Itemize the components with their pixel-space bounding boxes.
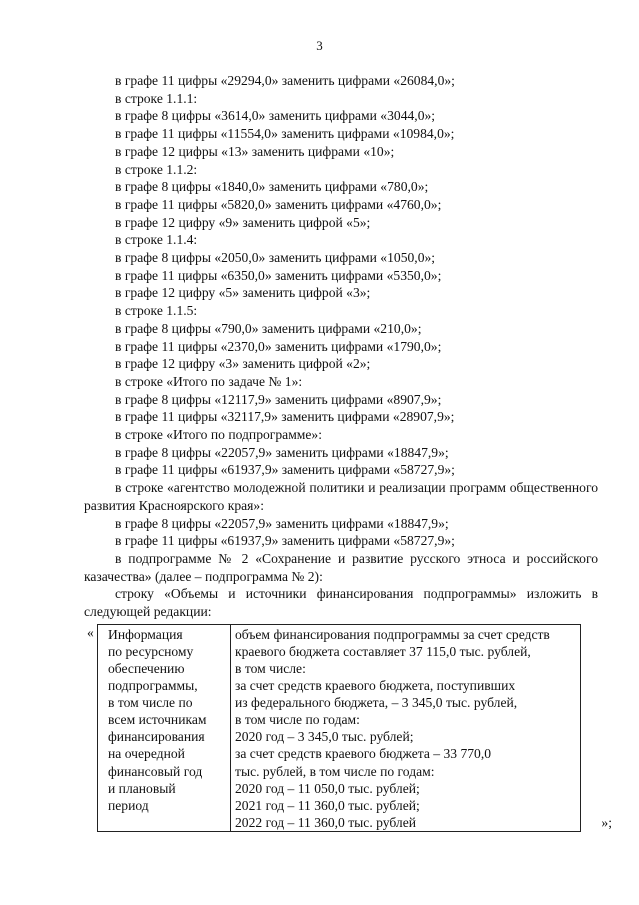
amendment-line: в графе 12 цифру «9» заменить цифрой «5»; — [115, 214, 371, 230]
opening-quote: « — [87, 624, 94, 640]
amendment-list-2 — [84, 515, 598, 550]
cell-line: всем источникам — [108, 712, 207, 728]
amendment-line: в графе 8 цифры «1840,0» заменить цифрами «780,0»; — [115, 179, 429, 195]
cell-line: финансовый год — [108, 763, 203, 779]
amendment-line: в графе 11 цифры «61937,9» заменить цифрами «58727,9»; — [115, 533, 455, 549]
cell-line: в том числе по годам: — [235, 712, 360, 728]
amendment-line: в графе 11 цифры «29294,0» заменить цифрами «26084,0»; — [115, 73, 455, 88]
financing-table — [97, 624, 581, 832]
amendment-line: в графе 12 цифру «5» заменить цифрой «3»; — [115, 285, 371, 301]
cell-line: 2020 год – 3 345,0 тыс. рублей; — [235, 729, 414, 745]
closing-quote: »; — [601, 814, 612, 830]
cell-line: Информация — [108, 626, 183, 642]
financing-table-block — [84, 624, 612, 832]
table-cell-label — [98, 624, 231, 831]
cell-line: и плановый — [108, 780, 176, 796]
paragraph-agency: в строке «агентство молодежной политики и реализации программ общественного развития Красноярского края»: — [84, 480, 598, 513]
page-number: 3 — [316, 38, 323, 53]
cell-line: в том числе: — [235, 660, 306, 676]
cell-line: за счет средств краевого бюджета, поступивших — [235, 678, 516, 694]
amendment-line: в графе 8 цифры «22057,9» заменить цифрами «18847,9»; — [115, 444, 449, 460]
amendment-line: в графе 8 цифры «12117,9» заменить цифрами «8907,9»; — [115, 391, 442, 407]
cell-line: 2020 год – 11 050,0 тыс. рублей; — [235, 780, 420, 796]
amendment-line: в графе 8 цифры «3614,0» заменить цифрами «3044,0»; — [115, 108, 436, 124]
amendment-line: в графе 11 цифры «32117,9» заменить цифрами «28907,9»; — [115, 409, 455, 425]
amendment-list — [84, 72, 598, 479]
cell-line: краевого бюджета составляет 37 115,0 тыс. рублей, — [235, 643, 531, 659]
cell-line: за счет средств краевого бюджета – 33 770,0 — [235, 746, 492, 762]
cell-line: в том числе по — [108, 695, 193, 711]
cell-line: на очередной — [108, 746, 185, 762]
table-row — [98, 624, 581, 831]
cell-line: из федерального бюджета, – 3 345,0 тыс. рублей, — [235, 695, 518, 711]
cell-line: 2021 год – 11 360,0 тыс. рублей; — [235, 797, 420, 813]
table-cell-value — [231, 624, 581, 831]
amendment-line: в строке «Итого по задаче № 1»: — [115, 373, 303, 389]
cell-line: тыс. рублей, в том числе по годам: — [235, 763, 435, 779]
amendment-line: в графе 11 цифры «5820,0» заменить цифрами «4760,0»; — [115, 196, 442, 212]
cell-line: подпрограммы, — [108, 678, 198, 694]
cell-line: по ресурсному — [108, 643, 194, 659]
paragraph-row-statement: строку «Объемы и источники финансирования подпрограммы» изложить в следующей редакции: — [84, 586, 598, 620]
amendment-line: в графе 11 цифры «61937,9» заменить цифрами «58727,9»; — [115, 462, 455, 478]
amendment-line: в строке «Итого по подпрограмме»: — [115, 427, 323, 443]
amendment-line: в строке 1.1.1: — [115, 90, 198, 106]
cell-line: период — [108, 797, 149, 813]
amendment-line: в строке 1.1.4: — [115, 232, 198, 248]
cell-line: 2022 год – 11 360,0 тыс. рублей — [235, 814, 417, 830]
cell-line: обеспечению — [108, 660, 185, 676]
amendment-line: в графе 11 цифры «11554,0» заменить цифрами «10984,0»; — [115, 126, 455, 142]
amendment-line: в графе 11 цифры «6350,0» заменить цифрами «5350,0»; — [115, 267, 442, 283]
cell-line: объем финансирования подпрограммы за счет средств — [235, 626, 550, 642]
document-body — [84, 72, 612, 832]
amendment-line: в графе 12 цифру «3» заменить цифрой «2»; — [115, 356, 371, 372]
cell-line: финансирования — [108, 729, 205, 745]
amendment-line: в графе 8 цифры «2050,0» заменить цифрами «1050,0»; — [115, 250, 436, 266]
amendment-line: в графе 11 цифры «2370,0» заменить цифрами «1790,0»; — [115, 338, 442, 354]
amendment-line: в графе 12 цифры «13» заменить цифрами «10»; — [115, 143, 395, 159]
amendment-line: в графе 8 цифры «22057,9» заменить цифрами «18847,9»; — [115, 515, 449, 531]
amendment-line: в графе 8 цифры «790,0» заменить цифрами «210,0»; — [115, 320, 422, 336]
amendment-line: в строке 1.1.5: — [115, 303, 198, 319]
paragraph-subprogram: в подпрограмме № 2 «Сохранение и развитие русского этноса и российского казачества» (далее – подпрограмма № 2): — [84, 550, 598, 584]
amendment-line: в строке 1.1.2: — [115, 161, 198, 177]
